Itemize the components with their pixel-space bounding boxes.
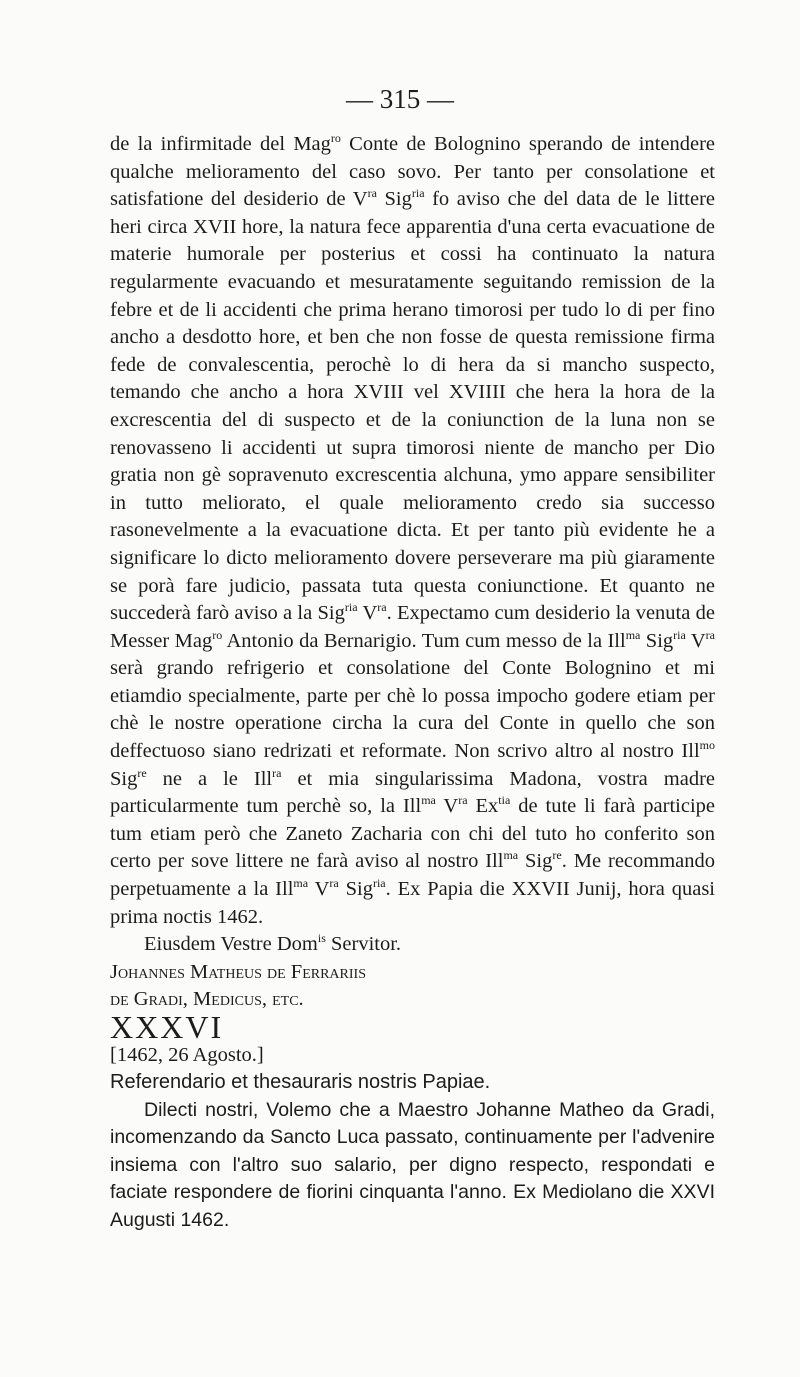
abbreviation-superscript: ma [625, 627, 641, 642]
abbreviation-superscript: tia [498, 793, 511, 808]
document-paragraph: Dilecti nostri, Volemo che a Maestro Johanne Matheo da Gradi, incomenzando da Sancto Luca passato, continuamente per l'advenire insiema con l'altro suo salario, per digno respecto, respondati e faciate respondere de fiorini cinquanta l'anno. Ex Mediolano die XXVI Augusti 1462. [110, 1098, 715, 1231]
abbreviation-superscript: ma [293, 876, 309, 891]
abbreviation-superscript: ra [329, 876, 339, 891]
abbreviation-superscript: ria [411, 186, 425, 201]
letter-closing: Eiusdem Vestre Dom$^{is}$ Servitor. [144, 931, 402, 956]
document-address: Referendario et thesauraris nostris Papiae. [110, 1071, 491, 1094]
abbreviation-superscript: ra [367, 186, 377, 201]
abbreviation-superscript: re [137, 765, 147, 780]
abbreviation-superscript: ma [503, 848, 519, 863]
document-number: XXXVI [110, 1009, 224, 1045]
abbreviation-superscript: ra [272, 765, 282, 780]
abbreviation-superscript: ria [372, 876, 386, 891]
abbreviation-superscript: ra [705, 627, 715, 642]
abbreviation-superscript: ria [673, 627, 686, 642]
abbreviation-superscript: mo [699, 738, 715, 753]
abbreviation-superscript: ra [458, 793, 468, 808]
abbreviation-superscript: ro [212, 627, 223, 642]
abbreviation-superscript: re [552, 848, 562, 863]
signature-line-2: de Gradi, Medicus, etc. [110, 988, 304, 1011]
letter-paragraph: de la infirmitade del Mag$^{ro}$ Conte de Bolognino sperando de intendere qualche melioramento del caso sovo. Per tanto per consolatione et satisfatione del desiderio de $V^{ra}$ Sig$^{ria}$ fo aviso che del data de le littere heri circa XVII hore, la natura fece apparentia d'una certa evacuatione de materie humorale per posterius et cossi ha continuato la natura regularmente evacuando et mesuratamente seguitando remission de la febre et de li accidenti che prima herano timorosi per tudo lo di per fino ancho a desdotto hore, et ben che non fosse de questa remissione firma fede de convalescentia, perochè lo di hera da si mancho suspecto, temando che ancho a hora XVIII vel XVIIII che hera la hora de la excrescentia del di suspecto et de la coniunction de la luna non se renovasseno li accidenti ut supra timorosi niente de mancho per Dio gratia non gè sopravenuto excrescentia alchuna, ymo appare sensibiliter in tutto meliorato, el quale melioramento credo sia successo rasonevelmente a la evacuatione dicta. Et per tanto più evidente he a significare lo dicto melioramento dovere perseverare ma più giaramente se porà fare judicio, passata tuta questa coniunctione. Et quanto ne succederà farò aviso a la Sig$^{ria}$ $V^{ra}$. Expectamo cum desiderio la venuta de Messer Mag$^{ro}$ Antonio da Bernarigio. Tum cum messo de la Ill$^{ma}$ Sig$^{ria}$ $V^{ra}$ serà grando refrigerio et consolatione del Conte Bolognino et mi etiamdio specialmente, parte per chè lo possa impocho godere etiam per chè le nostre operatione circha la cura del Conte in quello che son deffectuoso siano redrizati et reformate. Non scrivo altro al nostro Ill$^{mo}$ Sig$^{re}$ ne a le Ill$^{ra}$ et mia singularissima Madona, vostra madre particularmente tum perchè so, la Ill$^{ma}$ $V^{ra}$ $Ex^{tia}$ de tute li farà participe tum etiam però che Zaneto Zacharia con chi del tuto ho conferito son certo per sove littere ne farà aviso al nostro Ill$^{ma}$ Sig$^{re}$. Me recommando perpetuamente a la Ill$^{ma}$ $V^{ra}$ Sig$^{ria}$. Ex Papia die XXVII Junij, hora quasi prima noctis 1462. [110, 131, 716, 928]
abbreviation-superscript: ro [330, 131, 341, 146]
abbreviation-superscript: is [317, 931, 326, 946]
abbreviation-superscript: ma [421, 793, 436, 808]
document-date: [1462, 26 Agosto.] [110, 1043, 264, 1066]
signature-line-1: Johannes Matheus de Ferrariis [110, 960, 366, 983]
page-number: — 315 — [346, 84, 454, 114]
abbreviation-superscript: ria [344, 600, 358, 615]
body-text [110, 131, 715, 1234]
abbreviation-superscript: ra [377, 600, 387, 615]
